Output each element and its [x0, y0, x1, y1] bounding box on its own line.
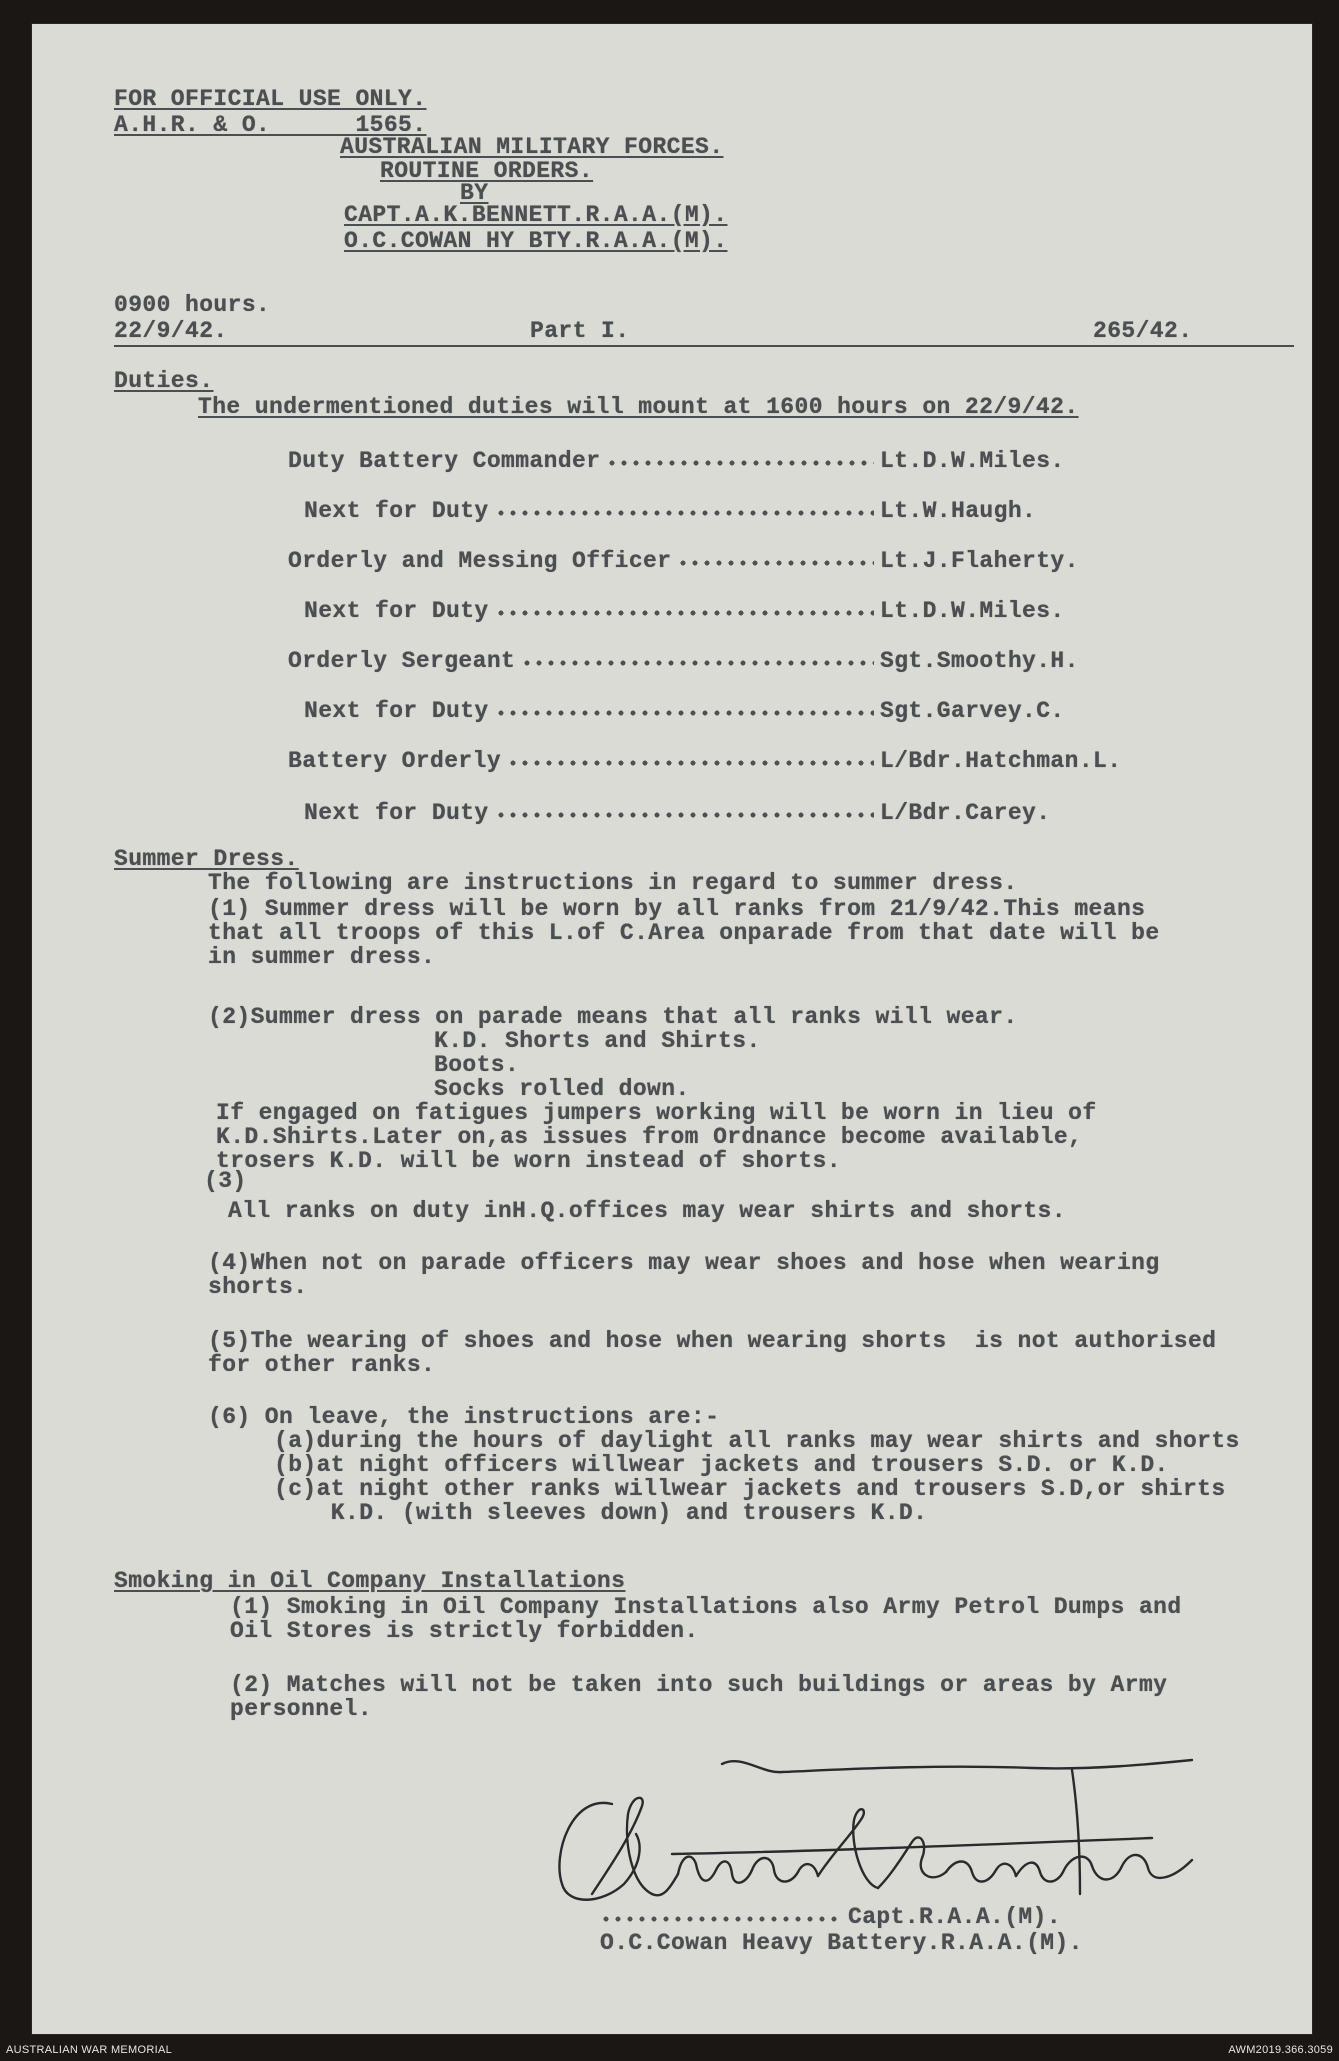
- summer-dress-para-5-line-1: (5)The wearing of shoes and hose when wearing shorts is not authorised: [208, 1328, 1217, 1354]
- duty-assignee: Lt.D.W.Miles.: [880, 448, 1065, 474]
- summer-dress-note-2: K.D.Shirts.Later on,as issues from Ordnance become available,: [216, 1124, 1083, 1150]
- header-rule: [114, 345, 1294, 347]
- summer-dress-item-1: K.D. Shorts and Shirts.: [434, 1028, 761, 1054]
- summer-dress-item-3: Socks rolled down.: [434, 1076, 690, 1102]
- duty-assignee: Lt.D.W.Miles.: [880, 598, 1065, 624]
- dot-leader: [606, 460, 874, 466]
- duty-assignee: L/Bdr.Carey.: [880, 800, 1051, 826]
- order-time: 0900 hours.: [114, 292, 271, 318]
- duty-role: Next for Duty: [304, 598, 489, 624]
- dot-leader: [495, 710, 874, 716]
- organisation-title: AUSTRALIAN MILITARY FORCES.: [340, 134, 724, 160]
- unit-line: O.C.COWAN HY BTY.R.A.A.(M).: [344, 228, 728, 254]
- summer-dress-para-4-line-2: shorts.: [208, 1274, 308, 1300]
- duty-row: [304, 498, 1124, 528]
- summer-dress-para-3-number: (3): [204, 1168, 247, 1194]
- duty-row: [288, 748, 1122, 778]
- signoff-rank: Capt.R.A.A.(M).: [848, 1904, 1062, 1930]
- duty-assignee: Lt.W.Haugh.: [880, 498, 1037, 524]
- summer-dress-para-1-line-2: that all troops of this L.of C.Area onparade from that date will be: [208, 920, 1160, 946]
- footer-credit: AUSTRALIAN WAR MEMORIAL: [6, 2044, 173, 2056]
- duty-role: Next for Duty: [304, 800, 489, 826]
- summer-dress-para-4-line-1: (4)When not on parade officers may wear shoes and hose when wearing: [208, 1250, 1160, 1276]
- footer-accession-number: AWM2019.366.3059: [1228, 2044, 1333, 2056]
- leave-instruction-c: (c)at night other ranks willwear jackets and trousers S.D,or shirts: [274, 1476, 1226, 1502]
- signoff-unit: O.C.Cowan Heavy Battery.R.A.A.(M).: [600, 1930, 1083, 1956]
- duty-assignee: Lt.J.Flaherty.: [880, 548, 1079, 574]
- summer-dress-heading: Summer Dress.: [114, 846, 299, 872]
- duty-row: [288, 448, 1108, 478]
- author-line: CAPT.A.K.BENNETT.R.A.A.(M).: [344, 202, 728, 228]
- smoking-para-1-line-1: (1) Smoking in Oil Company Installations also Army Petrol Dumps and: [230, 1594, 1182, 1620]
- duty-role: Orderly Sergeant: [288, 648, 516, 674]
- dot-leader: [495, 812, 874, 818]
- summer-dress-intro: The following are instructions in regard to summer dress.: [208, 870, 1018, 896]
- by-line: BY: [460, 180, 489, 206]
- leave-instruction-c-cont: K.D. (with sleeves down) and trousers K.D.: [274, 1500, 928, 1526]
- duty-role: Battery Orderly: [288, 748, 502, 774]
- summer-dress-note-3: trosers K.D. will be worn instead of shorts.: [216, 1148, 841, 1174]
- part-number: Part I.: [530, 318, 630, 344]
- summer-dress-para-3: All ranks on duty inH.Q.offices may wear shirts and shorts.: [228, 1198, 1066, 1224]
- smoking-para-2-line-2: personnel.: [230, 1696, 373, 1722]
- duty-row: [304, 598, 1124, 628]
- leave-instructions-intro: (6) On leave, the instructions are:-: [208, 1404, 720, 1430]
- duty-assignee: Sgt.Garvey.C.: [880, 698, 1065, 724]
- duty-row: [288, 548, 1108, 578]
- document-type: ROUTINE ORDERS.: [380, 158, 594, 184]
- duty-role: Duty Battery Commander: [288, 448, 601, 474]
- duty-row: [304, 698, 1124, 728]
- reference-number: A.H.R. & O. 1565.: [114, 112, 427, 138]
- document-sheet: [32, 24, 1312, 2034]
- duty-role: Next for Duty: [304, 498, 489, 524]
- duty-assignee: L/Bdr.Hatchman.L.: [880, 748, 1122, 774]
- leave-instruction-b: (b)at night officers willwear jackets and trousers S.D. or K.D.: [274, 1452, 1169, 1478]
- summer-dress-note-1: If engaged on fatigues jumpers working will be worn in lieu of: [216, 1100, 1097, 1126]
- summer-dress-para-5-line-2: for other ranks.: [208, 1352, 436, 1378]
- summer-dress-item-2: Boots.: [434, 1052, 520, 1078]
- duty-row: [288, 648, 1108, 678]
- duty-role: Orderly and Messing Officer: [288, 548, 672, 574]
- duty-assignee: Sgt.Smoothy.H.: [880, 648, 1079, 674]
- dot-leader: [507, 760, 874, 766]
- order-date: 22/9/42.: [114, 318, 228, 344]
- leave-instruction-a: (a)during the hours of daylight all ranks may wear shirts and shorts: [274, 1428, 1240, 1454]
- smoking-heading: Smoking in Oil Company Installations: [114, 1568, 626, 1594]
- dot-leader: [677, 560, 874, 566]
- dot-leader: [495, 510, 874, 516]
- duties-heading: Duties.: [114, 368, 214, 394]
- duty-row: [304, 800, 1124, 830]
- dot-leader: [495, 610, 874, 616]
- summer-dress-para-1-line-1: (1) Summer dress will be worn by all ranks from 21/9/42.This means: [208, 896, 1146, 922]
- smoking-para-2-line-1: (2) Matches will not be taken into such buildings or areas by Army: [230, 1672, 1168, 1698]
- order-number: 265/42.: [1093, 318, 1193, 344]
- duty-role: Next for Duty: [304, 698, 489, 724]
- summer-dress-para-2-intro: (2)Summer dress on parade means that all ranks will wear.: [208, 1004, 1018, 1030]
- classification: FOR OFFICIAL USE ONLY.: [114, 86, 427, 112]
- summer-dress-para-1-line-3: in summer dress.: [208, 944, 436, 970]
- duties-intro: The undermentioned duties will mount at 1600 hours on 22/9/42.: [198, 394, 1079, 420]
- smoking-para-1-line-2: Oil Stores is strictly forbidden.: [230, 1618, 699, 1644]
- dot-leader: [521, 660, 874, 666]
